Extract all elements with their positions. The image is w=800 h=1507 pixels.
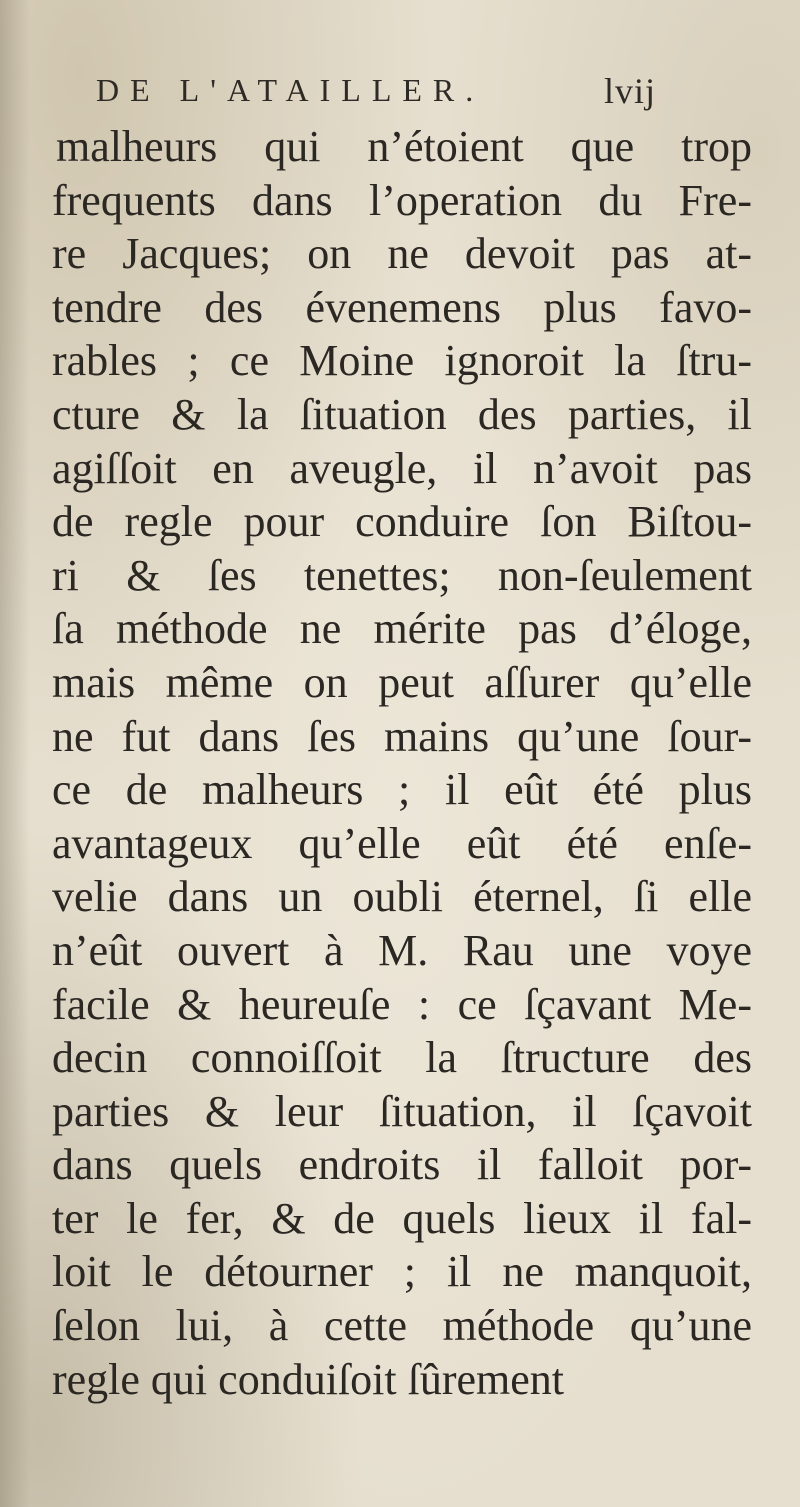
page-number: lvij	[603, 71, 656, 111]
text-line: loit le détourner ; il ne manquoit,	[52, 1247, 752, 1297]
text-line: agiſſoit en aveugle, il n’avoit pas	[52, 443, 752, 493]
body-text	[52, 120, 752, 1406]
text-line: cture & la ſituation des parties, il	[52, 389, 752, 439]
text-line: regle qui conduiſoit ſûrement	[52, 1354, 564, 1404]
text-line: rables ; ce Moine ignoroit la ſtru-	[52, 336, 752, 386]
text-line: velie dans un oubli éternel, ſi elle	[52, 872, 752, 922]
text-line: tendre des évenemens plus favo-	[52, 282, 752, 332]
text-line: frequents dans l’operation du Fre-	[52, 175, 752, 225]
text-line: ſa méthode ne mérite pas d’éloge,	[52, 604, 752, 654]
text-line: parties & leur ſituation, il ſçavoit	[52, 1086, 752, 1136]
text-line: facile & heureuſe : ce ſçavant Me-	[52, 979, 752, 1029]
text-line: dans quels endroits il falloit por-	[52, 1140, 752, 1190]
text-line: ce de malheurs ; il eût été plus	[52, 765, 752, 815]
text-line: ſelon lui, à cette méthode qu’une	[52, 1301, 752, 1351]
text-line: ri & ſes tenettes; non-ſeulement	[52, 550, 752, 600]
running-head-title: DE L'ATAILLER.	[96, 72, 485, 108]
text-line: avantageux qu’elle eût été enſe-	[52, 818, 752, 868]
text-line: malheurs qui n’étoient que trop	[56, 122, 752, 171]
text-line: decin connoiſſoit la ſtructure des	[52, 1033, 752, 1083]
text-line: ne fut dans ſes mains qu’une ſour-	[52, 711, 752, 761]
text-line: n’eût ouvert à M. Rau une voye	[52, 925, 752, 975]
text-line: mais même on peut aſſurer qu’elle	[52, 657, 752, 707]
text-line: de regle pour conduire ſon Biſtou-	[52, 497, 752, 547]
text-line: ter le fer, & de quels lieux il fal-	[52, 1193, 752, 1243]
text-line: re Jacques; on ne devoit pas at-	[52, 229, 752, 279]
running-head	[96, 72, 656, 116]
page-edge-shadow	[0, 0, 30, 1507]
